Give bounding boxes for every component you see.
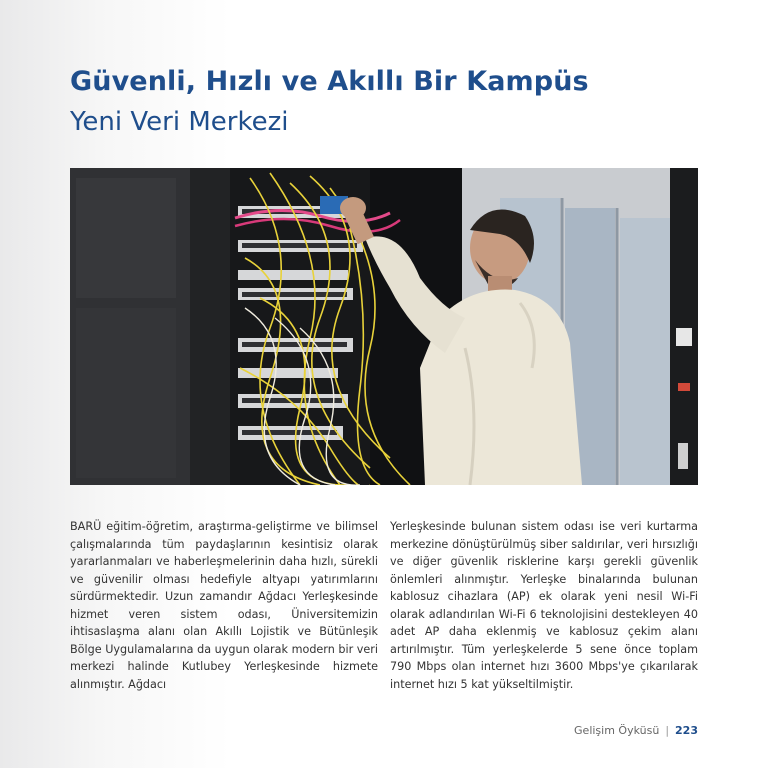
page-footer [574, 724, 698, 737]
body-text-right: Yerleşkesinde bulunan sistem odası ise veri kurtarma merkezine dönüştürülmüş siber saldırılar, veri hırsızlığı ve diğer güvenlik risklerine karşı gerekli güvenlik önlemleri alınmıştır. Yerleşke binalarında bulunan kablosuz cihazlara (AP) ek olarak yeni nesil Wi-Fi olarak adlandırılan Wi-Fi 6 teknolojisini destekleyen 40 adet AP daha eklenmiş ve kablosuz çekim alanı artırılmıştır. Tüm yerleşkelerde 5 sene önce toplam 790 Mbps olan internet hızı 3600 Mbps'ye çıkarılarak internet hızı 5 kat yükseltilmiştir. [390, 520, 698, 691]
page-title: Güvenli, Hızlı ve Akıllı Bir Kampüs [70, 66, 589, 97]
data-center-photo [70, 168, 698, 485]
body-text-left: BARÜ eğitim-öğretim, araştırma-geliştirme ve bilimsel çalışmalarında tüm paydaşlarının kesintisiz olarak yararlanmaları ve haberleşmelerinin daha hızlı, sürekli ve güvenilir olması hedefiyle altyapı yatırımlarını sürdürmektedir. Uzun zamandır Ağdacı Yerleşkesinde hizmet veren sistem odası, Üniversitemizin ihtisaslaşma alanı olan Akıllı Lojistik ve Bütünleşik Bölge Uygulamalarına da uygun olarak modern bir veri merkezi halinde Kutlubey Yerleşkesinde hizmete alınmıştır. Ağdacı [70, 520, 378, 691]
footer-section-label: Gelişim Öyküsü [574, 724, 660, 737]
page-subtitle: Yeni Veri Merkezi [70, 107, 289, 137]
footer-separator: | [665, 724, 670, 737]
page-number: 223 [675, 724, 698, 737]
